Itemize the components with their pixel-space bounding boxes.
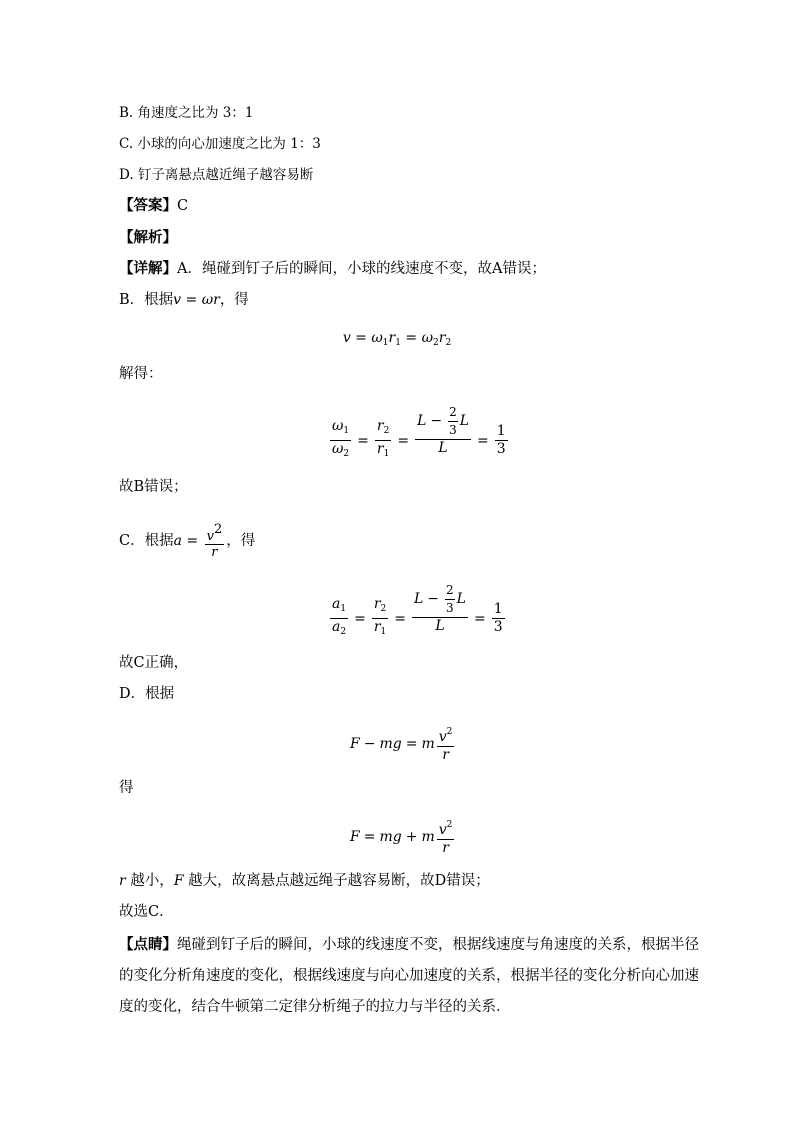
- comment-line-1: 【点睛】绳碰到钉子后的瞬间，小球的线速度不变，根据线速度与角速度的关系，根据半径: [119, 937, 699, 953]
- solve-label: 解得：: [119, 366, 163, 382]
- c-conclusion: 故C正确，: [119, 655, 189, 671]
- final-choice: 故选C．: [119, 904, 174, 920]
- de-label: 得: [119, 780, 134, 796]
- formula-omega-ratio: $\frac{\omega_1}{\omega_2}$ = $\frac{r_2}{r_1}$ = L − $\frac{2}{3}$ L L = $\frac{1}{3}$: [332, 405, 506, 459]
- analysis-label: 【解析】: [119, 230, 177, 246]
- d-conclusion: r 越小，F 越大，故离悬点越远绳子越容易断，故D错误；: [119, 873, 490, 889]
- detail-part-d: D．根据: [119, 686, 175, 702]
- option-d: D. 钉子离悬点越近绳子越容易断: [119, 167, 314, 183]
- comment-line-2: 的变化分析角速度的变化，根据线速度与向心加速度的关系，根据半径的变化分析向心加速: [119, 968, 699, 984]
- option-c: C. 小球的向心加速度之比为 1：3: [119, 136, 321, 152]
- answer-line: [119, 196, 188, 216]
- answer-value: C: [177, 198, 189, 214]
- option-b: B. 角速度之比为 3：1: [119, 105, 254, 121]
- formula-accel-ratio: $\frac{a_1}{a_2}$ = $\frac{r_2}{r_1}$ = L − $\frac{2}{3}$ L L = $\frac{1}{3}$: [332, 583, 503, 637]
- formula-tension-minus: F − mg = m $\frac{v^2}{r}$: [350, 724, 456, 764]
- formula-velocity-equality: $v = \omega_1r_1 = \omega_2r_2$: [342, 330, 452, 348]
- formula-tension-plus: F = mg + m $\frac{v^2}{r}$: [350, 817, 456, 857]
- detail-part-b: B．根据v = ωr，得: [119, 292, 249, 308]
- comment-line-3: 度的变化，结合牛顿第二定律分析绳子的拉力与半径的关系．: [119, 999, 511, 1015]
- comment-label: 【点睛】: [119, 937, 177, 953]
- detail-part-c: C．根据a = $\frac{v2}{r}$ ，得: [119, 522, 256, 560]
- formula-a-v2-r: a = $\frac{v2}{r}$: [173, 522, 223, 560]
- formula-v-omega-r: v = ωr: [173, 292, 220, 308]
- answer-label: 【答案】: [119, 198, 177, 214]
- detail-part-a: 【详解】A．绳碰到钉子后的瞬间，小球的线速度不变，故A错误；: [119, 261, 546, 277]
- detail-label: 【详解】: [119, 261, 177, 277]
- b-conclusion: 故B错误；: [119, 479, 188, 495]
